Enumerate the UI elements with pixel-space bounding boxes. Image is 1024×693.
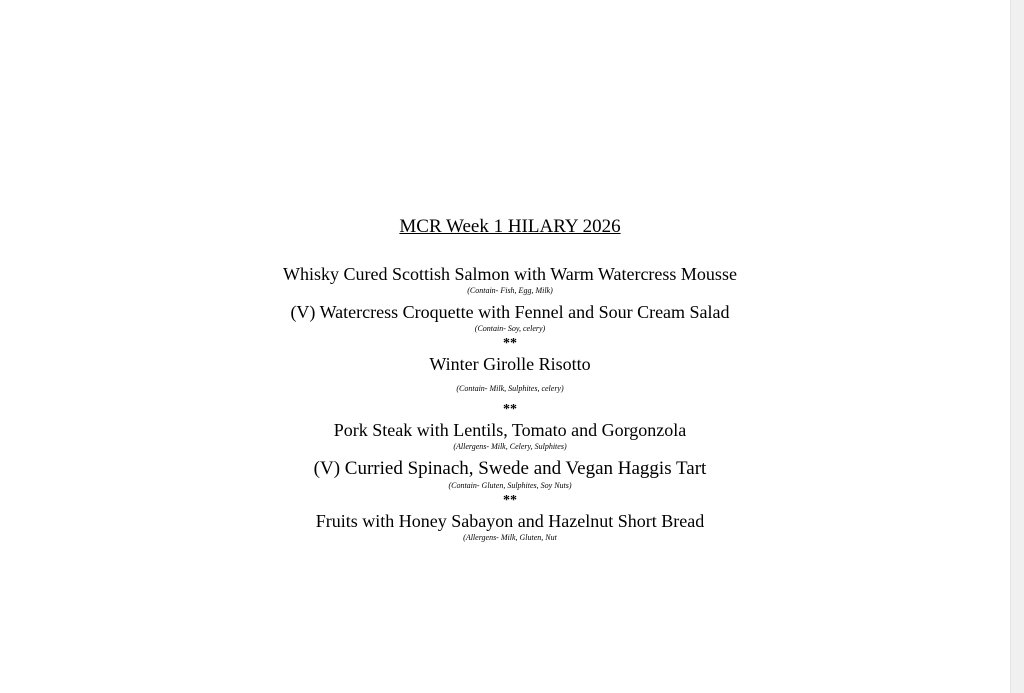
scrollbar-gutter[interactable] (1010, 0, 1024, 693)
allergen-intermediate: (Contain- Milk, Sulphites, celery) (456, 384, 564, 393)
dish-starter-1: Whisky Cured Scottish Salmon with Warm Watercress Mousse (283, 264, 737, 284)
dish-dessert: Fruits with Honey Sabayon and Hazelnut Short Bread (315, 511, 705, 531)
menu (0, 214, 1020, 543)
menu-title: MCR Week 1 HILARY 2026 (399, 216, 621, 237)
course-separator: ** (503, 493, 517, 508)
dish-intermediate: Winter Girolle Risotto (429, 354, 591, 374)
dish-main-1: Pork Steak with Lentils, Tomato and Gorgonzola (333, 420, 687, 440)
allergen-main-1: (Allergens- Milk, Celery, Sulphites) (453, 442, 567, 451)
allergen-starter-2: (Contain- Soy, celery) (474, 324, 546, 333)
allergen-main-2: (Contain- Gluten, Sulphites, Soy Nuts) (448, 481, 572, 490)
course-separator: ** (503, 336, 517, 351)
dish-main-2: (V) Curried Spinach, Swede and Vegan Haggis Tart (313, 458, 707, 479)
allergen-starter-1: (Contain- Fish, Egg, Milk) (467, 286, 553, 295)
course-separator: ** (503, 402, 517, 417)
allergen-dessert: (Allergens- Milk, Gluten, Nut (463, 533, 557, 542)
dish-starter-2: (V) Watercress Croquette with Fennel and Sour Cream Salad (290, 302, 730, 322)
